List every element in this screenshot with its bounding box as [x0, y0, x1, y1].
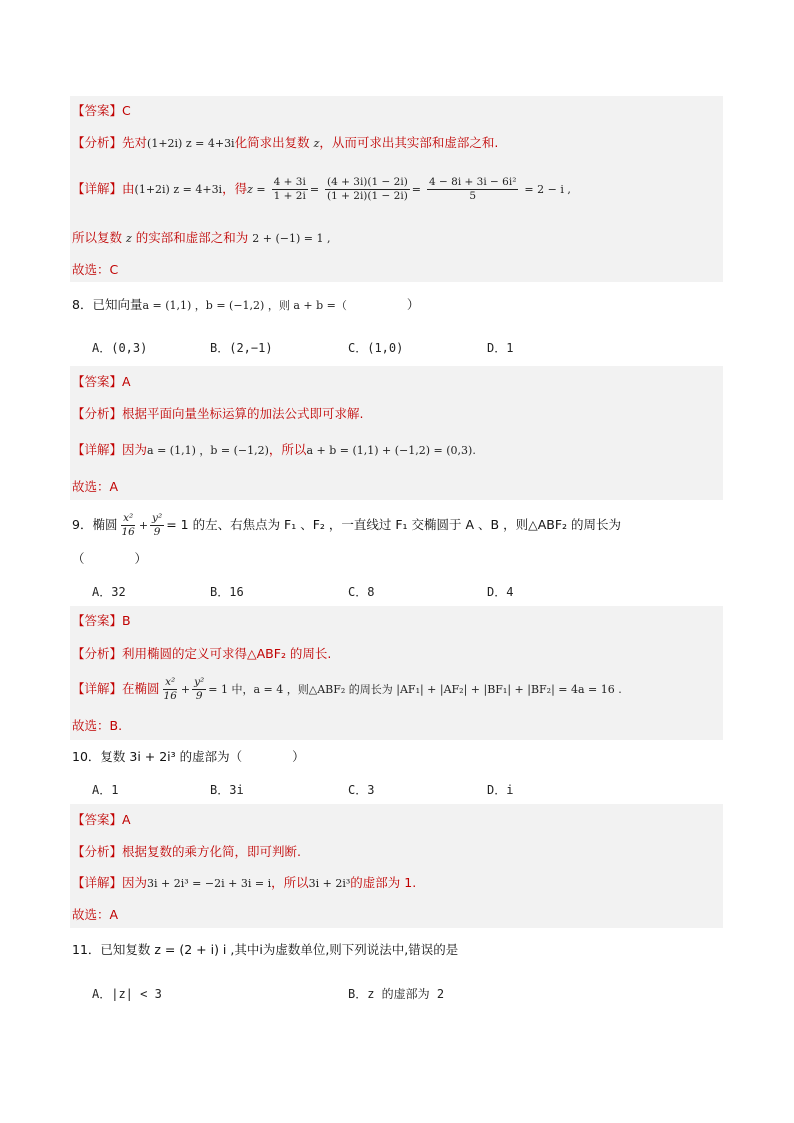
option-b[interactable]: B．z 的虚部为 2 — [348, 987, 445, 1001]
detail-tag: 【详解】 — [72, 681, 123, 696]
math-var: z = — [247, 183, 266, 196]
q9-answer — [72, 612, 131, 630]
q10-choose — [72, 906, 118, 924]
q9-detail: 【详解】在椭圆 $\frac{\text{x²}}{16}$ + $\frac{\text{y²}}{9}$ = 1 中，a = 4 ，则△ABF₂ 的周长为 |AF₁| + |AF₂| + |BF₁| + |BF₂| = 4a = 16 . — [72, 676, 622, 702]
math-expr: 3i + 2i³ = −2i + 3i = i — [147, 877, 272, 890]
math-expr: a = 4 ，则△ABF₂ 的周长为 |AF₁| + |AF₂| + |BF₁| + |BF₂| = 4a = 16 . — [253, 683, 622, 696]
answer-value: B — [122, 613, 131, 628]
question-text: 11．已知复数 z = (2 + i) i ,其中i为虚数单位,则下列说法中,错误的是 — [72, 942, 459, 957]
paren: ） — [406, 297, 420, 312]
paren: （ ） — [72, 551, 148, 566]
q9-analysis — [72, 645, 331, 663]
analysis-tag: 【分析】 — [72, 135, 123, 150]
analysis-text: 根据复数的乘方化简，即可判断. — [122, 844, 301, 859]
fraction: $\frac{\text{y²}}{9}$ — [194, 676, 205, 702]
answer-value: A — [122, 812, 131, 827]
math-expr: = 2 − i , — [524, 183, 571, 196]
math-expr: a + b = (1,1) + (−1,2) = (0,3). — [306, 444, 476, 457]
option-c[interactable]: C．3 — [348, 783, 375, 797]
math-var: z — [126, 232, 132, 245]
q10-analysis — [72, 843, 301, 861]
q7-answer — [72, 102, 131, 120]
answer-tag: 【答案】 — [72, 374, 123, 389]
math-expr: a = (1,1) ，b = (−1,2) — [147, 444, 269, 457]
fraction: $\frac{\text{x²}}{16}$ — [163, 676, 177, 702]
option-b[interactable]: B．(2,−1) — [210, 341, 273, 355]
q9-stem: 9．椭圆 $\frac{\text{x²}}{16}$ + $\frac{\text{y²}}{9}$ = 1 的左、右焦点为 F₁ 、F₂ ，一直线过 F₁ 交椭圆于 A 、B ，则△ABF₂ 的周长为 — [72, 512, 622, 538]
option-a[interactable]: A．|z| < 3 — [92, 987, 162, 1001]
option-a[interactable]: A．1 — [92, 783, 119, 797]
q7-conclusion — [72, 229, 331, 248]
fraction: $\frac{\text{x²}}{16}$ — [121, 512, 135, 538]
detail-tag: 【详解】 — [72, 442, 123, 457]
fraction: $\frac{4 + 3i}{1 + 2i}$ — [273, 176, 306, 202]
fraction: $\frac{(4 + 3i)(1 - 2i)}{(1 + 2i)(1 - 2i)}$ — [327, 176, 408, 202]
math-expr: (1+2i) z = 4+3i — [147, 137, 235, 150]
choose-text: 故选：C — [72, 262, 119, 277]
q8-choose — [72, 478, 118, 496]
answer-tag: 【答案】 — [72, 613, 123, 628]
math-var: z — [313, 137, 320, 150]
analysis-tag: 【分析】 — [72, 646, 123, 661]
q8-stem — [72, 296, 419, 315]
answer-value: C — [122, 103, 131, 118]
option-d[interactable]: D．4 — [487, 585, 514, 599]
math-expr: = 1 中， — [208, 683, 254, 696]
analysis-text: 先对 — [122, 135, 148, 150]
analysis-tag: 【分析】 — [72, 406, 123, 421]
option-b[interactable]: B．16 — [210, 585, 244, 599]
q9-choose — [72, 717, 122, 735]
math-expr: (1+2i) z = 4+3i — [134, 183, 223, 196]
q10-detail — [72, 874, 416, 893]
option-b[interactable]: B．3i — [210, 783, 244, 797]
option-a[interactable]: A．32 — [92, 585, 126, 599]
question-text: 10．复数 3i + 2i³ 的虚部为（ ） — [72, 749, 305, 764]
answer-tag: 【答案】 — [72, 812, 123, 827]
option-a[interactable]: A．(0,3) — [92, 341, 148, 355]
detail-tag: 【详解】 — [72, 181, 123, 196]
detail-text: 的实部和虚部之和为 — [135, 230, 249, 245]
analysis-text: 化简求出复数 — [234, 135, 310, 150]
detail-text: 在椭圆 — [122, 681, 160, 696]
q9-paren — [72, 550, 147, 568]
q9-solution-block — [70, 606, 723, 740]
detail-text: ，所以 — [271, 875, 309, 890]
q11-stem — [72, 941, 458, 959]
fraction: $\frac{\text{4 − 8i + 3i − 6i²}}{5}$ — [429, 176, 517, 202]
analysis-text: 根据平面向量坐标运算的加法公式即可求解. — [122, 406, 364, 421]
option-d[interactable]: D．1 — [487, 341, 514, 355]
math-expr: 2 + (−1) = 1 , — [252, 232, 331, 245]
detail-text: ，得 — [222, 181, 248, 196]
q10-solution-block — [70, 804, 723, 928]
q10-answer — [72, 811, 131, 829]
option-c[interactable]: C．8 — [348, 585, 375, 599]
math-expr: a = (1,1) ，b = (−1,2) ，则 a + b =（ — [142, 299, 347, 312]
detail-text: ，所以 — [268, 442, 307, 457]
choose-text: 故选：A — [72, 479, 119, 494]
q7-analysis — [72, 134, 498, 153]
detail-text: 所以复数 — [72, 230, 123, 245]
option-d[interactable]: D．i — [487, 783, 514, 797]
q10-stem — [72, 748, 305, 766]
question-text: = 1 的左、右焦点为 F₁ 、F₂ ，一直线过 F₁ 交椭圆于 A 、B ，则△ABF₂ 的周长为 — [166, 517, 622, 532]
choose-text: 故选：B. — [72, 718, 123, 733]
analysis-text: 利用椭圆的定义可求得△ABF₂ 的周长. — [122, 646, 332, 661]
math-expr: 3i + 2i³ — [308, 877, 351, 890]
question-text: 8．已知向量 — [72, 297, 143, 312]
answer-value: A — [122, 374, 131, 389]
detail-text: 的虚部为 1. — [350, 875, 417, 890]
q8-analysis — [72, 405, 364, 423]
detail-text: 因为 — [122, 875, 148, 890]
q8-detail — [72, 441, 476, 460]
analysis-text: ，从而可求出其实部和虚部之和. — [319, 135, 499, 150]
q7-choose — [72, 261, 118, 279]
choose-text: 故选：A — [72, 907, 119, 922]
q8-solution-block — [70, 366, 723, 500]
answer-tag: 【答案】 — [72, 103, 123, 118]
detail-text: 由 — [122, 181, 135, 196]
q7-detail: 【详解】由(1+2i) z = 4+3i，得z = $\frac{4 + 3i}{1 + 2i}$ = $\frac{(4 + 3i)(1 - 2i)}{(1 + 2i)(1 - 2i)}$ = $\frac{\text{4 − 8i + 3i − 6i²}}{5}$ = 2 − i , — [72, 176, 571, 202]
question-text: 9．椭圆 — [72, 517, 118, 532]
analysis-tag: 【分析】 — [72, 844, 123, 859]
detail-text: 因为 — [122, 442, 148, 457]
fraction: $\frac{\text{y²}}{9}$ — [152, 512, 163, 538]
q8-answer — [72, 373, 131, 391]
option-c[interactable]: C．(1,0) — [348, 341, 404, 355]
detail-tag: 【详解】 — [72, 875, 123, 890]
